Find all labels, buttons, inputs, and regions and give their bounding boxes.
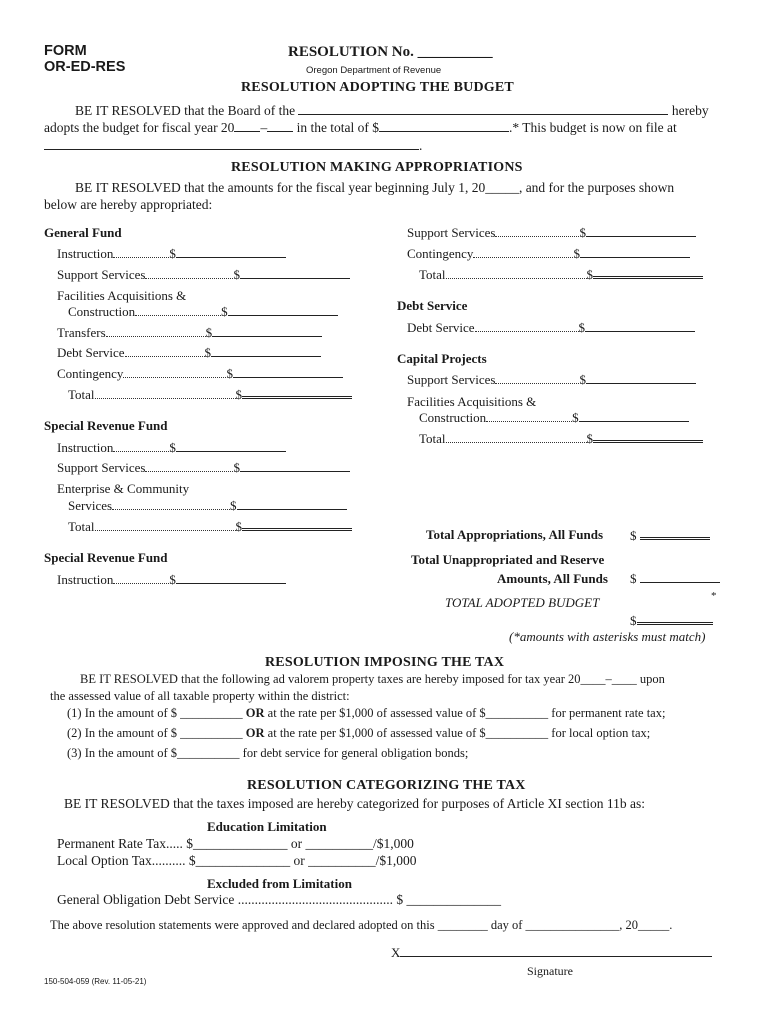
gf-transfers-field[interactable] xyxy=(212,325,322,337)
adopting-title: RESOLUTION ADOPTING THE BUDGET xyxy=(241,80,514,95)
gf-transfers-row: Transfers $ xyxy=(57,325,322,341)
general-fund-heading: General Fund xyxy=(44,225,122,240)
gf-instruction-row: Instruction $ xyxy=(57,246,286,262)
fy-start-field[interactable] xyxy=(234,120,260,132)
total-appropriations-row: $ xyxy=(630,527,710,544)
adopting-line2: adopts the budget for fiscal year 20 – in the total of $ .* This budget is now on file at xyxy=(44,120,677,135)
gf-contingency-field[interactable] xyxy=(233,366,343,378)
total-appropriations-label: Total Appropriations, All Funds xyxy=(426,527,604,542)
imposing-line2: the assessed value of all taxable property within the district: xyxy=(50,689,350,703)
gf-debt-field[interactable] xyxy=(211,345,321,357)
department-name: Oregon Department of Revenue xyxy=(306,65,442,76)
unappropriated-label-1: Total Unappropriated and Reserve xyxy=(411,552,605,567)
form-number: 150-504-059 (Rev. 11-05-21) xyxy=(44,977,147,986)
unappropriated-label-2: Amounts, All Funds xyxy=(497,571,608,586)
cap-facilities-label: Facilities Acquisitions & xyxy=(407,394,537,409)
adopting-line1: BE IT RESOLVED that the Board of the hereby xyxy=(75,103,709,118)
sr2-instruction-field[interactable] xyxy=(176,572,286,584)
resolution-number: RESOLUTION No. __________ xyxy=(288,44,493,60)
categorizing-title: RESOLUTION CATEGORIZING THE TAX xyxy=(247,778,526,793)
debt-service-heading: Debt Service xyxy=(397,298,468,313)
signature-line: X xyxy=(391,945,712,961)
special-revenue-heading-2: Special Revenue Fund xyxy=(44,550,168,565)
imposing-item-3: (3) In the amount of $__________ for debt service for general obligation bonds; xyxy=(67,746,469,760)
cap-total-field[interactable] xyxy=(593,430,703,443)
rc-total-field[interactable] xyxy=(593,266,703,279)
cap-support-row: Support Services $ xyxy=(407,372,696,388)
district-name-field[interactable] xyxy=(298,103,668,115)
file-location-field[interactable] xyxy=(44,138,419,150)
signature-label: Signature xyxy=(527,964,573,978)
imposing-item-2: (2) In the amount of $ __________ OR at the rate per $1,000 of assessed value of $__________ for local option tax; xyxy=(67,726,651,740)
rc-contingency-row: Contingency $ xyxy=(407,246,690,262)
imposing-item-1: (1) In the amount of $ __________ OR at the rate per $1,000 of assessed value of $__________ for permanent rate tax; xyxy=(67,706,666,720)
cap-construction-row: Construction $ xyxy=(419,410,689,426)
cap-total-row: Total $ xyxy=(419,430,703,447)
gf-construction-row: Construction $ xyxy=(68,304,338,320)
budget-total-field[interactable] xyxy=(379,120,509,132)
rc-debt-field[interactable] xyxy=(585,320,695,332)
unappropriated-row: $ xyxy=(630,571,720,587)
gf-facilities-label: Facilities Acquisitions & xyxy=(57,288,187,303)
total-adopted-label: TOTAL ADOPTED BUDGET xyxy=(445,595,600,610)
gf-debt-row: Debt Service $ xyxy=(57,345,321,361)
education-limitation-heading: Education Limitation xyxy=(207,819,327,834)
imposing-line1: BE IT RESOLVED that the following ad valorem property taxes are hereby imposed for tax year 20____–____ upon xyxy=(80,672,665,686)
gf-total-row: Total $ xyxy=(68,386,352,403)
appropriations-title: RESOLUTION MAKING APPROPRIATIONS xyxy=(231,160,523,175)
asterisk-mark: * xyxy=(711,590,717,602)
sr1-support-field[interactable] xyxy=(240,460,350,472)
sr1-instruction-row: Instruction $ xyxy=(57,440,286,456)
go-debt-row: General Obligation Debt Service .............................................. $ ______________ xyxy=(57,892,501,907)
imposing-title: RESOLUTION IMPOSING THE TAX xyxy=(265,655,505,670)
total-adopted-row: $ xyxy=(630,612,713,629)
form-label: FORM OR-ED-RES xyxy=(44,43,126,75)
rc-debt-row: Debt Service $ xyxy=(407,320,695,336)
gf-support-row: Support Services $ xyxy=(57,267,350,283)
adopting-line3: . xyxy=(44,138,422,154)
gf-contingency-row: Contingency $ xyxy=(57,366,343,382)
gf-total-field[interactable] xyxy=(242,386,352,399)
sr1-total-row: Total $ xyxy=(68,518,352,535)
signature-field[interactable] xyxy=(400,945,712,957)
sr2-instruction-row: Instruction $ xyxy=(57,572,286,588)
asterisk-note: (*amounts with asterisks must match) xyxy=(509,629,706,644)
rc-support-row: Support Services $ xyxy=(407,225,696,241)
gf-construction-field[interactable] xyxy=(228,304,338,316)
sr1-total-field[interactable] xyxy=(242,518,352,531)
sr1-services-field[interactable] xyxy=(237,498,347,510)
appropriations-line2: below are hereby appropriated: xyxy=(44,197,213,212)
gf-instruction-field[interactable] xyxy=(176,246,286,258)
unappropriated-field[interactable] xyxy=(640,571,720,583)
rc-support-field[interactable] xyxy=(586,225,696,237)
special-revenue-heading-1: Special Revenue Fund xyxy=(44,418,168,433)
approval-line: The above resolution statements were approved and declared adopted on this ________ day of _______________, 20_____. xyxy=(50,918,673,932)
sr1-support-row: Support Services $ xyxy=(57,460,350,476)
excluded-limitation-heading: Excluded from Limitation xyxy=(207,876,352,891)
total-appropriations-field[interactable] xyxy=(640,527,710,540)
sr1-services-row: Services $ xyxy=(68,498,347,514)
total-adopted-field[interactable] xyxy=(637,612,713,625)
rc-total-row: Total $ xyxy=(419,266,703,283)
rc-contingency-field[interactable] xyxy=(580,246,690,258)
categorizing-line1: BE IT RESOLVED that the taxes imposed are hereby categorized for purposes of Article XI section 11b as: xyxy=(64,796,645,811)
cap-construction-field[interactable] xyxy=(579,410,689,422)
sr1-enterprise-label: Enterprise & Community xyxy=(57,481,190,496)
capital-projects-heading: Capital Projects xyxy=(397,351,487,366)
appropriations-line1: BE IT RESOLVED that the amounts for the fiscal year beginning July 1, 20_____, and for the purposes shown xyxy=(75,180,675,195)
gf-support-field[interactable] xyxy=(240,267,350,279)
form-code: OR-ED-RES xyxy=(44,59,126,75)
permanent-rate-row: Permanent Rate Tax..... $______________ or __________/$1,000 xyxy=(57,836,414,851)
sr1-instruction-field[interactable] xyxy=(176,440,286,452)
local-option-row: Local Option Tax.......... $______________ or __________/$1,000 xyxy=(57,853,417,868)
fy-end-field[interactable] xyxy=(267,120,293,132)
cap-support-field[interactable] xyxy=(586,372,696,384)
